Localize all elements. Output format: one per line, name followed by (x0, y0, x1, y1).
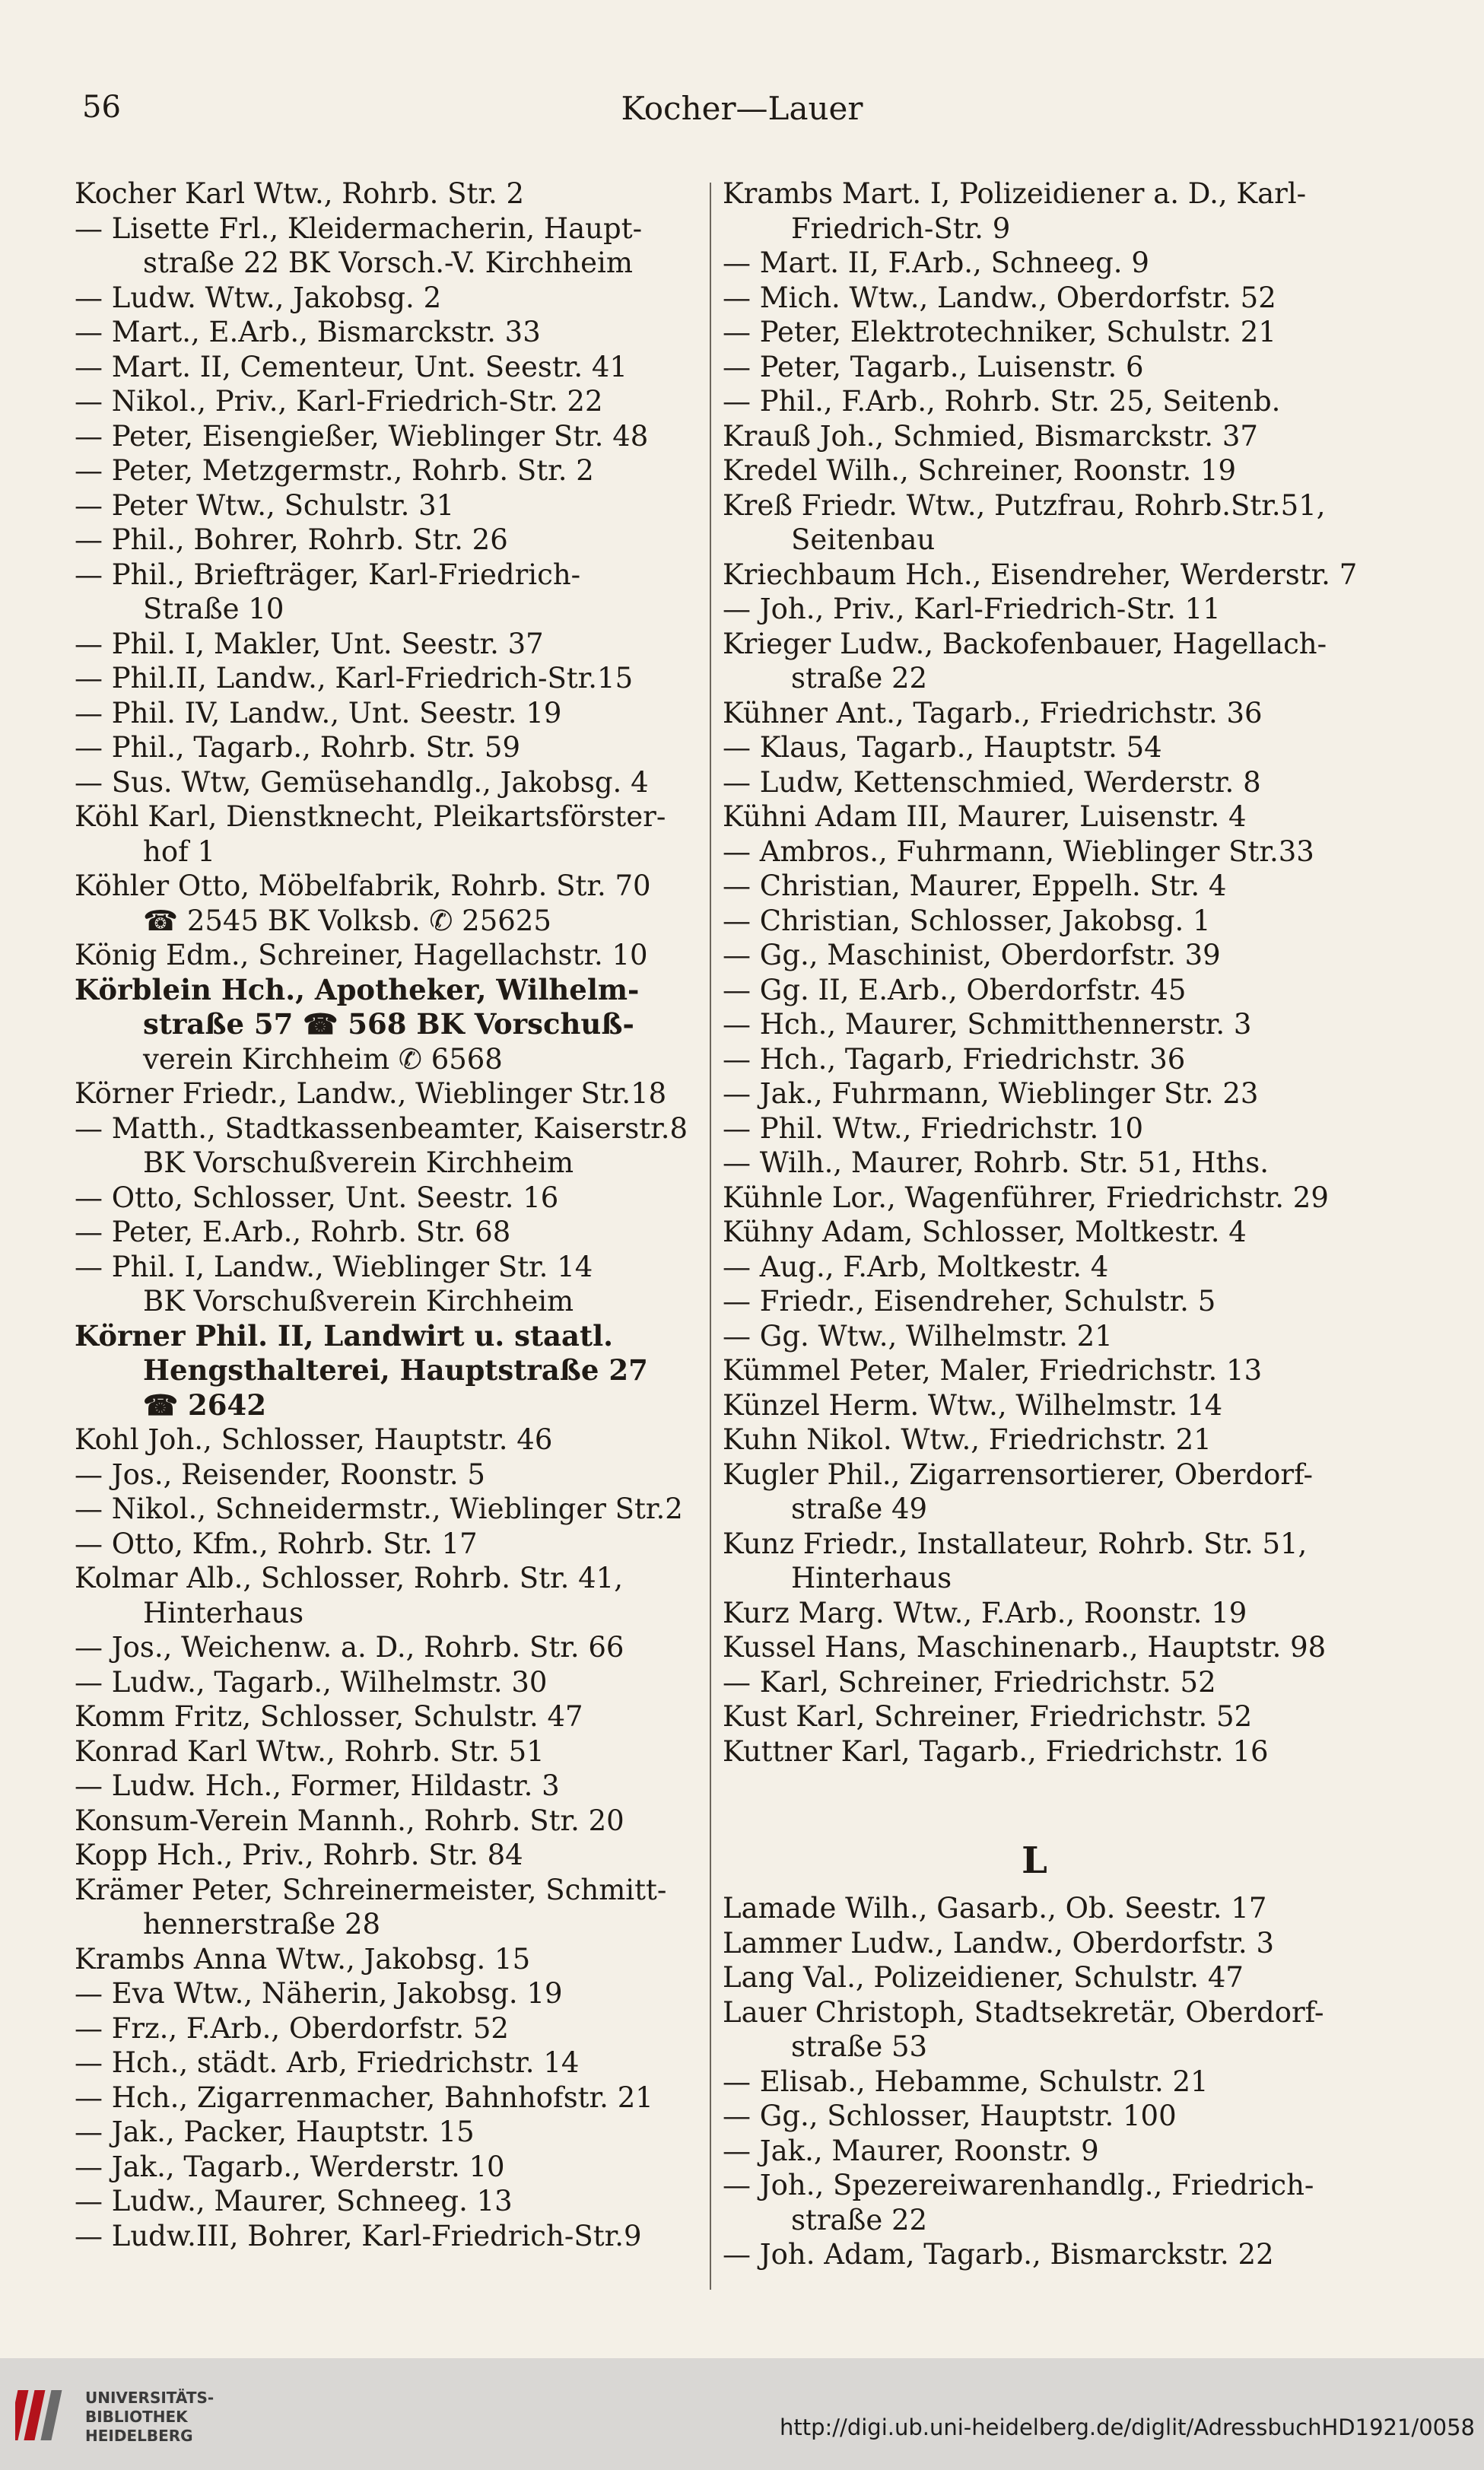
directory-entry: — Phil.II, Landw., Karl-Friedrich-Str.15 (75, 662, 634, 695)
directory-entry: Hinterhaus (143, 1596, 304, 1629)
directory-entry: — Phil., F.Arb., Rohrb. Str. 25, Seitenb. (723, 385, 1281, 418)
directory-entry: Köhler Otto, Möbelfabrik, Rohrb. Str. 70 (75, 869, 651, 902)
directory-entry: Kreß Friedr. Wtw., Putzfrau, Rohrb.Str.51, (723, 488, 1326, 522)
directory-entry: Körblein Hch., Apotheker, Wilhelm- (75, 972, 640, 1006)
page-title: Kocher—Lauer (621, 90, 863, 127)
directory-entry: Kühner Ant., Tagarb., Friedrichstr. 36 (723, 696, 1263, 730)
directory-entry: Krambs Anna Wtw., Jakobsg. 15 (75, 1942, 531, 1976)
directory-entry: Lamade Wilh., Gasarb., Ob. Seestr. 17 (723, 1892, 1267, 1925)
directory-entry: — Peter, Tagarb., Luisenstr. 6 (723, 350, 1144, 383)
directory-entry: — Jak., Tagarb., Werderstr. 10 (75, 2150, 505, 2183)
directory-entry: — Mart., E.Arb., Bismarckstr. 33 (75, 316, 541, 348)
right-column (723, 176, 1358, 2272)
spacer (723, 1769, 1346, 1822)
directory-entry: — Joh., Spezereiwarenhandlg., Friedrich- (723, 2169, 1314, 2201)
directory-entry: — Nikol., Priv., Karl-Friedrich-Str. 22 (75, 385, 603, 418)
directory-entry: — Peter, E.Arb., Rohrb. Str. 68 (75, 1216, 511, 1248)
directory-entry: — Gg., Schlosser, Hauptstr. 100 (723, 2100, 1177, 2132)
directory-entry: — Mart. II, F.Arb., Schneeg. 9 (723, 246, 1149, 279)
directory-entry: — Ludw. Hch., Former, Hildastr. 3 (75, 1769, 560, 1802)
library-logo-icon (15, 2381, 84, 2449)
directory-entry: Kopp Hch., Priv., Rohrb. Str. 84 (75, 1839, 523, 1871)
directory-entry: ☎ 2545 BK Volksb. ✆ 25625 (143, 904, 551, 937)
directory-entry: — Hch., Maurer, Schmitthennerstr. 3 (723, 1008, 1252, 1041)
directory-entry: Konsum-Verein Mannh., Rohrb. Str. 20 (75, 1804, 624, 1837)
directory-entry: — Christian, Schlosser, Jakobsg. 1 (723, 904, 1211, 937)
directory-entry: — Phil., Bohrer, Rohrb. Str. 26 (75, 523, 508, 556)
directory-entry: — Gg. Wtw., Wilhelmstr. 21 (723, 1319, 1113, 1353)
directory-entry: Kocher Karl Wtw., Rohrb. Str. 2 (75, 177, 525, 210)
directory-entry: Krieger Ludw., Backofenbauer, Hagellach- (723, 627, 1327, 660)
directory-entry: — Phil. I, Landw., Wieblinger Str. 14 (75, 1250, 593, 1283)
directory-entry: — Eva Wtw., Näherin, Jakobsg. 19 (75, 1977, 563, 2010)
directory-entry: — Karl, Schreiner, Friedrichstr. 52 (723, 1665, 1216, 1699)
directory-entry: — Friedr., Eisendreher, Schulstr. 5 (723, 1285, 1216, 1318)
source-url[interactable]: http://digi.ub.uni-heidelberg.de/diglit/AdressbuchHD1921/0058 (779, 2414, 1475, 2440)
directory-entry: — Ludw, Kettenschmied, Werderstr. 8 (723, 765, 1261, 799)
directory-entry: — Jak., Fuhrmann, Wieblinger Str. 23 (723, 1077, 1259, 1110)
directory-entry: — Phil., Briefträger, Karl-Friedrich- (75, 558, 581, 591)
directory-entry: Kohl Joh., Schlosser, Hauptstr. 46 (75, 1423, 553, 1456)
directory-entry: straße 49 (791, 1492, 928, 1525)
directory-entry: Hinterhaus (791, 1562, 952, 1594)
directory-entry: — Otto, Kfm., Rohrb. Str. 17 (75, 1527, 478, 1560)
directory-entry: BK Vorschußverein Kirchheim (143, 1285, 574, 1318)
directory-entry: — Peter, Elektrotechniker, Schulstr. 21 (723, 316, 1276, 348)
directory-entry: Krämer Peter, Schreinermeister, Schmitt- (75, 1873, 667, 1906)
directory-entry: Friedrich-Str. 9 (791, 211, 1011, 245)
directory-entry: verein Kirchheim ✆ 6568 (143, 1042, 503, 1076)
directory-entry: Lammer Ludw., Landw., Oberdorfstr. 3 (723, 1926, 1274, 1960)
directory-entry: — Jak., Maurer, Roonstr. 9 (723, 2134, 1099, 2167)
directory-entry: — Matth., Stadtkassenbeamter, Kaiserstr.8 (75, 1111, 688, 1145)
directory-entry: — Frz., F.Arb., Oberdorfstr. 52 (75, 2011, 509, 2045)
directory-entry: Kühni Adam III, Maurer, Luisenstr. 4 (723, 800, 1247, 833)
directory-entry: straße 22 BK Vorsch.-V. Kirchheim (143, 246, 633, 279)
directory-entry: Seitenbau (791, 523, 936, 556)
directory-entry: — Peter Wtw., Schulstr. 31 (75, 488, 455, 522)
directory-entry: — Mart. II, Cementeur, Unt. Seestr. 41 (75, 350, 628, 383)
directory-entry: Kredel Wilh., Schreiner, Roonstr. 19 (723, 454, 1237, 487)
directory-entry: Lang Val., Polizeidiener, Schulstr. 47 (723, 1961, 1244, 1994)
directory-entry: — Ludw., Tagarb., Wilhelmstr. 30 (75, 1665, 548, 1699)
directory-entry: — Sus. Wtw, Gemüsehandlg., Jakobsg. 4 (75, 765, 649, 799)
directory-entry: — Phil. I, Makler, Unt. Seestr. 37 (75, 627, 544, 660)
directory-entry: — Peter, Eisengießer, Wieblinger Str. 48 (75, 419, 649, 453)
section-letter: L (1022, 1839, 1047, 1882)
directory-entry: hennerstraße 28 (143, 1908, 381, 1941)
directory-entry: — Christian, Maurer, Eppelh. Str. 4 (723, 869, 1227, 902)
directory-entry: — Ludw., Maurer, Schneeg. 13 (75, 2185, 513, 2217)
directory-entry: — Aug., F.Arb, Moltkestr. 4 (723, 1250, 1109, 1283)
directory-entry: König Edm., Schreiner, Hagellachstr. 10 (75, 939, 648, 971)
directory-entry: — Hch., Zigarrenmacher, Bahnhofstr. 21 (75, 2081, 653, 2114)
directory-entry: Straße 10 (143, 593, 284, 625)
page-number: 56 (82, 90, 121, 125)
directory-entry: Krauß Joh., Schmied, Bismarckstr. 37 (723, 419, 1258, 453)
directory-entry: Kussel Hans, Maschinenarb., Hauptstr. 98 (723, 1631, 1327, 1664)
directory-entry: — Nikol., Schneidermstr., Wieblinger Str.2 (75, 1492, 683, 1525)
directory-entry: Kuttner Karl, Tagarb., Friedrichstr. 16 (723, 1734, 1269, 1768)
directory-entry: — Klaus, Tagarb., Hauptstr. 54 (723, 731, 1162, 764)
directory-entry: Körner Friedr., Landw., Wieblinger Str.18 (75, 1077, 667, 1110)
directory-entry: Köhl Karl, Dienstknecht, Pleikartsförster- (75, 800, 666, 833)
directory-entry: — Otto, Schlosser, Unt. Seestr. 16 (75, 1181, 559, 1214)
left-column (75, 176, 698, 2253)
directory-entry: — Ambros., Fuhrmann, Wieblinger Str.33 (723, 834, 1314, 868)
directory-entry: — Wilh., Maurer, Rohrb. Str. 51, Hths. (723, 1146, 1269, 1179)
directory-entry: — Phil., Tagarb., Rohrb. Str. 59 (75, 731, 521, 764)
directory-entry: — Joh., Priv., Karl-Friedrich-Str. 11 (723, 593, 1221, 625)
directory-entry: Konrad Karl Wtw., Rohrb. Str. 51 (75, 1734, 545, 1768)
directory-entry: — Jos., Weichenw. a. D., Rohrb. Str. 66 (75, 1631, 624, 1664)
directory-entry: — Jak., Packer, Hauptstr. 15 (75, 2116, 475, 2148)
directory-entry: Kust Karl, Schreiner, Friedrichstr. 52 (723, 1700, 1253, 1733)
directory-entry: straße 22 (791, 2203, 928, 2236)
directory-entry: Lauer Christoph, Stadtsekretär, Oberdorf- (723, 1995, 1324, 2029)
directory-entry: Kühnle Lor., Wagenführer, Friedrichstr. 29 (723, 1181, 1329, 1214)
directory-entry: — Gg., Maschinist, Oberdorfstr. 39 (723, 939, 1221, 971)
footer-bar (0, 2358, 1484, 2470)
directory-entry: Kühny Adam, Schlosser, Moltkestr. 4 (723, 1216, 1247, 1248)
directory-entry: Kriechbaum Hch., Eisendreher, Werderstr. 7 (723, 558, 1358, 591)
directory-entry: — Peter, Metzgermstr., Rohrb. Str. 2 (75, 454, 594, 487)
directory-entry: Kolmar Alb., Schlosser, Rohrb. Str. 41, (75, 1562, 623, 1594)
directory-entry: ☎ 2642 (143, 1388, 266, 1422)
directory-entry: — Ludw. Wtw., Jakobsg. 2 (75, 281, 442, 314)
directory-entry: — Ludw.III, Bohrer, Karl-Friedrich-Str.9 (75, 2219, 642, 2252)
library-name: UNIVERSITÄTS- BIBLIOTHEK HEIDELBERG (85, 2389, 214, 2445)
column-divider (710, 183, 711, 2290)
directory-entry: Künzel Herm. Wtw., Wilhelmstr. 14 (723, 1388, 1223, 1422)
directory-entry: — Hch., Tagarb, Friedrichstr. 36 (723, 1042, 1186, 1076)
directory-entry: — Jos., Reisender, Roonstr. 5 (75, 1458, 485, 1491)
directory-entry: straße 22 (791, 662, 928, 695)
directory-entry: Komm Fritz, Schlosser, Schulstr. 47 (75, 1700, 583, 1733)
directory-entry: — Lisette Frl., Kleidermacherin, Haupt- (75, 211, 643, 245)
directory-entry: BK Vorschußverein Kirchheim (143, 1146, 574, 1179)
directory-entry: hof 1 (143, 834, 216, 868)
directory-entry: straße 53 (791, 2030, 928, 2063)
directory-entry: — Elisab., Hebamme, Schulstr. 21 (723, 2065, 1209, 2098)
directory-entry: Kugler Phil., Zigarrensortierer, Oberdorf- (723, 1458, 1313, 1491)
directory-entry: Kunz Friedr., Installateur, Rohrb. Str. 51, (723, 1527, 1308, 1560)
directory-entry: Kümmel Peter, Maler, Friedrichstr. 13 (723, 1354, 1263, 1387)
directory-entry: — Mich. Wtw., Landw., Oberdorfstr. 52 (723, 281, 1276, 314)
directory-entry: — Joh. Adam, Tagarb., Bismarckstr. 22 (723, 2238, 1274, 2271)
directory-entry: Kurz Marg. Wtw., F.Arb., Roonstr. 19 (723, 1596, 1247, 1629)
directory-entry: — Hch., städt. Arb, Friedrichstr. 14 (75, 2046, 580, 2079)
directory-entry: — Gg. II, E.Arb., Oberdorfstr. 45 (723, 973, 1187, 1006)
directory-entry: — Phil. IV, Landw., Unt. Seestr. 19 (75, 696, 562, 730)
directory-entry: Körner Phil. II, Landwirt u. staatl. (75, 1318, 614, 1353)
directory-entry: Hengsthalterei, Hauptstraße 27 (143, 1353, 648, 1387)
directory-entry: straße 57 ☎ 568 BK Vorschuß- (143, 1007, 634, 1041)
directory-entry: Krambs Mart. I, Polizeidiener a. D., Karl- (723, 177, 1307, 210)
directory-entry: — Phil. Wtw., Friedrichstr. 10 (723, 1111, 1144, 1145)
directory-entry: Kuhn Nikol. Wtw., Friedrichstr. 21 (723, 1423, 1212, 1456)
